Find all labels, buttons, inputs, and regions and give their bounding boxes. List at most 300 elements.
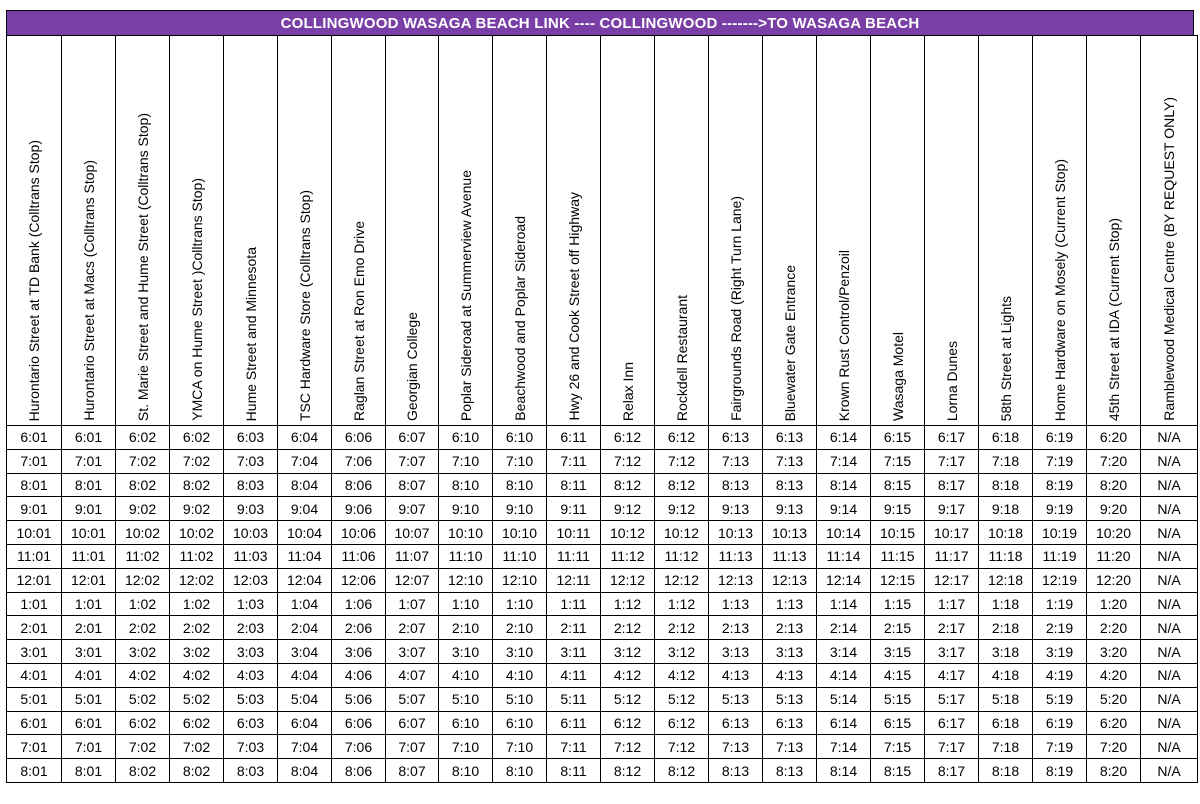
stop-header-9 <box>439 36 493 426</box>
time-cell: 8:15 <box>871 759 925 783</box>
time-cell: 5:12 <box>601 687 655 711</box>
time-cell: 12:20 <box>1087 568 1141 592</box>
time-cell: 1:15 <box>871 592 925 616</box>
stop-header-16 <box>817 36 871 426</box>
time-cell: 4:04 <box>278 663 332 687</box>
time-cell: 9:12 <box>655 497 709 521</box>
time-cell: 6:20 <box>1087 426 1141 450</box>
time-cell: 10:13 <box>709 521 763 545</box>
time-cell: 3:14 <box>817 640 871 664</box>
time-cell: 6:01 <box>7 711 62 735</box>
stop-name: Wasaga Motel <box>889 332 906 421</box>
stop-name: 58th Street at Lights <box>997 295 1014 421</box>
time-cell: 7:06 <box>332 449 386 473</box>
time-cell: 9:15 <box>871 497 925 521</box>
stop-header-13 <box>655 36 709 426</box>
time-cell: 5:12 <box>655 687 709 711</box>
time-cell: 6:12 <box>601 426 655 450</box>
time-cell: 8:02 <box>116 759 170 783</box>
stop-header-12 <box>601 36 655 426</box>
time-cell: 10:12 <box>601 521 655 545</box>
stop-header-4 <box>170 36 224 426</box>
time-cell: 4:18 <box>979 663 1033 687</box>
table-row <box>7 663 1198 687</box>
time-cell: 7:02 <box>116 449 170 473</box>
time-cell: 7:12 <box>655 735 709 759</box>
time-cell: 10:18 <box>979 521 1033 545</box>
time-cell: 3:06 <box>332 640 386 664</box>
time-cell: 8:12 <box>601 759 655 783</box>
schedule-body <box>7 426 1198 783</box>
time-cell: N/A <box>1141 473 1198 497</box>
time-cell: 11:20 <box>1087 544 1141 568</box>
time-cell: 7:12 <box>655 449 709 473</box>
time-cell: 12:01 <box>62 568 116 592</box>
time-cell: 8:20 <box>1087 759 1141 783</box>
stop-header-1 <box>7 36 62 426</box>
time-cell: 9:06 <box>332 497 386 521</box>
time-cell: 1:18 <box>979 592 1033 616</box>
time-cell: 2:01 <box>62 616 116 640</box>
time-cell: 7:06 <box>332 735 386 759</box>
time-cell: 11:06 <box>332 544 386 568</box>
time-cell: 6:13 <box>763 711 817 735</box>
time-cell: 6:06 <box>332 711 386 735</box>
time-cell: 10:03 <box>224 521 278 545</box>
time-cell: 8:03 <box>224 473 278 497</box>
time-cell: 9:04 <box>278 497 332 521</box>
time-cell: 9:10 <box>439 497 493 521</box>
time-cell: 12:18 <box>979 568 1033 592</box>
time-cell: 6:14 <box>817 426 871 450</box>
stop-name: YMCA on Hume Street )Colltrans Stop) <box>188 178 205 421</box>
time-cell: 12:13 <box>763 568 817 592</box>
stop-header-row <box>7 36 1198 426</box>
time-cell: 2:10 <box>493 616 547 640</box>
time-cell: N/A <box>1141 640 1198 664</box>
time-cell: 2:12 <box>655 616 709 640</box>
time-cell: 5:02 <box>170 687 224 711</box>
time-cell: 8:02 <box>170 759 224 783</box>
time-cell: 1:13 <box>709 592 763 616</box>
time-cell: 10:20 <box>1087 521 1141 545</box>
time-cell: 4:13 <box>763 663 817 687</box>
time-cell: 2:15 <box>871 616 925 640</box>
time-cell: 2:10 <box>439 616 493 640</box>
time-cell: 1:20 <box>1087 592 1141 616</box>
time-cell: 3:07 <box>386 640 439 664</box>
time-cell: 5:10 <box>439 687 493 711</box>
time-cell: 7:15 <box>871 449 925 473</box>
time-cell: 7:10 <box>493 735 547 759</box>
stop-name: Ramblewood Medical Centre (BY REQUEST ONLY) <box>1161 97 1177 421</box>
stop-name: Bluewater Gate Entrance <box>781 264 798 421</box>
time-cell: 5:03 <box>224 687 278 711</box>
time-cell: 1:12 <box>655 592 709 616</box>
time-cell: 4:11 <box>547 663 601 687</box>
time-cell: 7:15 <box>871 735 925 759</box>
time-cell: 5:02 <box>116 687 170 711</box>
schedule-document <box>6 10 1194 783</box>
time-cell: 7:10 <box>493 449 547 473</box>
time-cell: 2:07 <box>386 616 439 640</box>
time-cell: 12:19 <box>1033 568 1087 592</box>
time-cell: 4:07 <box>386 663 439 687</box>
time-cell: 10:15 <box>871 521 925 545</box>
time-cell: 12:03 <box>224 568 278 592</box>
time-cell: 5:19 <box>1033 687 1087 711</box>
time-cell: 6:18 <box>979 426 1033 450</box>
time-cell: 12:14 <box>817 568 871 592</box>
time-cell: 8:02 <box>116 473 170 497</box>
time-cell: 7:03 <box>224 449 278 473</box>
time-cell: 9:01 <box>7 497 62 521</box>
time-cell: 7:20 <box>1087 735 1141 759</box>
table-row <box>7 592 1198 616</box>
time-cell: 6:12 <box>655 426 709 450</box>
time-cell: 4:17 <box>925 663 979 687</box>
time-cell: 7:13 <box>709 449 763 473</box>
time-cell: 6:13 <box>709 426 763 450</box>
time-cell: 8:12 <box>655 759 709 783</box>
table-row <box>7 711 1198 735</box>
time-cell: N/A <box>1141 592 1198 616</box>
stop-header-15 <box>763 36 817 426</box>
time-cell: 1:11 <box>547 592 601 616</box>
time-cell: 4:19 <box>1033 663 1087 687</box>
time-cell: 10:01 <box>7 521 62 545</box>
time-cell: 5:10 <box>493 687 547 711</box>
time-cell: 6:02 <box>170 426 224 450</box>
time-cell: 3:13 <box>763 640 817 664</box>
time-cell: 1:02 <box>170 592 224 616</box>
time-cell: 2:02 <box>116 616 170 640</box>
time-cell: 4:14 <box>817 663 871 687</box>
time-cell: 11:01 <box>62 544 116 568</box>
time-cell: 7:11 <box>547 735 601 759</box>
time-cell: 10:13 <box>763 521 817 545</box>
time-cell: 5:15 <box>871 687 925 711</box>
time-cell: 3:02 <box>116 640 170 664</box>
time-cell: 4:15 <box>871 663 925 687</box>
table-row <box>7 568 1198 592</box>
time-cell: 4:03 <box>224 663 278 687</box>
time-cell: 7:10 <box>439 449 493 473</box>
time-cell: 3:12 <box>601 640 655 664</box>
time-cell: 6:12 <box>655 711 709 735</box>
time-cell: 3:11 <box>547 640 601 664</box>
stop-name: Rockdell Restaurant <box>673 294 690 421</box>
stop-header-19 <box>979 36 1033 426</box>
time-cell: 1:13 <box>763 592 817 616</box>
time-cell: 6:06 <box>332 426 386 450</box>
time-cell: 6:13 <box>709 711 763 735</box>
time-cell: 6:14 <box>817 711 871 735</box>
time-cell: 2:14 <box>817 616 871 640</box>
time-cell: 3:04 <box>278 640 332 664</box>
time-cell: 11:10 <box>493 544 547 568</box>
time-cell: 6:19 <box>1033 711 1087 735</box>
time-cell: 7:02 <box>116 735 170 759</box>
time-cell: 6:01 <box>7 426 62 450</box>
time-cell: 7:01 <box>62 449 116 473</box>
time-cell: N/A <box>1141 735 1198 759</box>
time-cell: 4:12 <box>655 663 709 687</box>
time-cell: 3:03 <box>224 640 278 664</box>
time-cell: 12:13 <box>709 568 763 592</box>
time-cell: 11:17 <box>925 544 979 568</box>
stop-name: Relax Inn <box>619 361 636 421</box>
time-cell: 8:19 <box>1033 759 1087 783</box>
time-cell: N/A <box>1141 687 1198 711</box>
time-cell: 6:18 <box>979 711 1033 735</box>
time-cell: 11:04 <box>278 544 332 568</box>
time-cell: 6:10 <box>493 711 547 735</box>
time-cell: N/A <box>1141 759 1198 783</box>
time-cell: 8:14 <box>817 759 871 783</box>
time-cell: 6:13 <box>763 426 817 450</box>
time-cell: 10:12 <box>655 521 709 545</box>
time-cell: 12:10 <box>439 568 493 592</box>
time-cell: 10:19 <box>1033 521 1087 545</box>
time-cell: 7:01 <box>62 735 116 759</box>
time-cell: 8:14 <box>817 473 871 497</box>
time-cell: 9:13 <box>709 497 763 521</box>
stop-name: Fairgrounds Road (Right Turn Lane) <box>727 196 744 421</box>
time-cell: 8:03 <box>224 759 278 783</box>
stop-name: Poplar Sideroad at Summerview Avenue <box>457 169 474 421</box>
time-cell: 11:15 <box>871 544 925 568</box>
time-cell: 8:17 <box>925 473 979 497</box>
time-cell: 8:01 <box>62 759 116 783</box>
time-cell: 1:04 <box>278 592 332 616</box>
time-cell: 3:19 <box>1033 640 1087 664</box>
time-cell: 5:18 <box>979 687 1033 711</box>
stop-name: TSC Hardware Store (Colltrans Stop) <box>296 189 313 421</box>
time-cell: 6:11 <box>547 711 601 735</box>
time-cell: 1:10 <box>439 592 493 616</box>
stop-header-2 <box>62 36 116 426</box>
time-cell: 8:07 <box>386 759 439 783</box>
time-cell: 6:02 <box>116 711 170 735</box>
time-cell: 8:10 <box>439 759 493 783</box>
stop-name: Hwy 26 and Cook Street off Highway <box>565 192 582 421</box>
time-cell: N/A <box>1141 544 1198 568</box>
time-cell: 12:12 <box>601 568 655 592</box>
time-cell: 7:19 <box>1033 449 1087 473</box>
time-cell: 1:03 <box>224 592 278 616</box>
time-cell: 7:13 <box>763 735 817 759</box>
time-cell: 8:06 <box>332 759 386 783</box>
time-cell: 6:10 <box>439 426 493 450</box>
time-cell: N/A <box>1141 426 1198 450</box>
time-cell: 5:06 <box>332 687 386 711</box>
time-cell: N/A <box>1141 497 1198 521</box>
time-cell: 2:01 <box>7 616 62 640</box>
time-cell: 11:11 <box>547 544 601 568</box>
time-cell: 10:10 <box>439 521 493 545</box>
stop-name: Hurontario Street at Macs (Colltrans Stop) <box>80 160 97 421</box>
time-cell: 6:01 <box>62 711 116 735</box>
time-cell: 4:01 <box>62 663 116 687</box>
time-cell: 2:13 <box>709 616 763 640</box>
stop-name: Hume Street and Minnesota <box>242 246 259 421</box>
table-row <box>7 497 1198 521</box>
time-cell: 7:20 <box>1087 449 1141 473</box>
time-cell: 2:17 <box>925 616 979 640</box>
table-row <box>7 616 1198 640</box>
time-cell: 6:07 <box>386 711 439 735</box>
time-cell: 7:13 <box>709 735 763 759</box>
time-cell: 7:19 <box>1033 735 1087 759</box>
time-cell: 4:02 <box>170 663 224 687</box>
time-cell: 3:01 <box>62 640 116 664</box>
table-row <box>7 473 1198 497</box>
time-cell: 6:17 <box>925 426 979 450</box>
time-cell: 11:10 <box>439 544 493 568</box>
time-cell: 7:17 <box>925 735 979 759</box>
time-cell: 3:18 <box>979 640 1033 664</box>
stop-header-18 <box>925 36 979 426</box>
time-cell: N/A <box>1141 711 1198 735</box>
time-cell: 7:14 <box>817 449 871 473</box>
time-cell: 6:03 <box>224 426 278 450</box>
time-cell: 2:11 <box>547 616 601 640</box>
time-cell: 8:11 <box>547 759 601 783</box>
time-cell: 5:13 <box>709 687 763 711</box>
stop-header-20 <box>1033 36 1087 426</box>
time-cell: 1:14 <box>817 592 871 616</box>
time-cell: 12:02 <box>170 568 224 592</box>
time-cell: 10:02 <box>170 521 224 545</box>
time-cell: 6:15 <box>871 711 925 735</box>
time-cell: 7:14 <box>817 735 871 759</box>
time-cell: 9:18 <box>979 497 1033 521</box>
time-cell: 7:17 <box>925 449 979 473</box>
time-cell: 5:07 <box>386 687 439 711</box>
time-cell: 5:01 <box>7 687 62 711</box>
time-cell: 9:07 <box>386 497 439 521</box>
time-cell: 1:12 <box>601 592 655 616</box>
time-cell: 6:07 <box>386 426 439 450</box>
time-cell: 11:18 <box>979 544 1033 568</box>
time-cell: 10:11 <box>547 521 601 545</box>
time-cell: 9:12 <box>601 497 655 521</box>
time-cell: 2:04 <box>278 616 332 640</box>
time-cell: 7:04 <box>278 449 332 473</box>
stop-header-7 <box>332 36 386 426</box>
time-cell: 8:10 <box>493 759 547 783</box>
time-cell: N/A <box>1141 568 1198 592</box>
stop-header-10 <box>493 36 547 426</box>
stop-name: Hurontario Street at TD Bank (Colltrans Stop) <box>26 139 42 421</box>
time-cell: 9:19 <box>1033 497 1087 521</box>
time-cell: 12:06 <box>332 568 386 592</box>
time-cell: 1:10 <box>493 592 547 616</box>
time-cell: 8:07 <box>386 473 439 497</box>
time-cell: 10:02 <box>116 521 170 545</box>
stop-name: Lorna Dunes <box>943 340 960 421</box>
time-cell: 9:10 <box>493 497 547 521</box>
time-cell: 2:06 <box>332 616 386 640</box>
time-cell: 3:10 <box>439 640 493 664</box>
time-cell: 10:14 <box>817 521 871 545</box>
stop-name: Raglan Street at Ron Emo Drive <box>350 221 367 421</box>
time-cell: 10:07 <box>386 521 439 545</box>
time-cell: 6:01 <box>62 426 116 450</box>
time-cell: 5:17 <box>925 687 979 711</box>
time-cell: 12:10 <box>493 568 547 592</box>
time-cell: 7:10 <box>439 735 493 759</box>
time-cell: 6:15 <box>871 426 925 450</box>
time-cell: 4:10 <box>439 663 493 687</box>
time-cell: 9:02 <box>116 497 170 521</box>
time-cell: 8:01 <box>7 759 62 783</box>
time-cell: 7:07 <box>386 449 439 473</box>
time-cell: N/A <box>1141 449 1198 473</box>
stop-name: Beachwood and Poplar Sideroad <box>511 216 528 421</box>
time-cell: 11:13 <box>709 544 763 568</box>
time-cell: 8:13 <box>709 473 763 497</box>
table-row <box>7 426 1198 450</box>
time-cell: 1:06 <box>332 592 386 616</box>
table-row <box>7 449 1198 473</box>
time-cell: 8:06 <box>332 473 386 497</box>
time-cell: 8:18 <box>979 473 1033 497</box>
stop-header-22 <box>1141 36 1198 426</box>
schedule-table <box>6 35 1198 783</box>
time-cell: 6:10 <box>493 426 547 450</box>
stop-header-3 <box>116 36 170 426</box>
time-cell: 3:12 <box>655 640 709 664</box>
time-cell: 9:03 <box>224 497 278 521</box>
time-cell: 6:10 <box>439 711 493 735</box>
time-cell: 2:12 <box>601 616 655 640</box>
time-cell: 7:04 <box>278 735 332 759</box>
stop-header-21 <box>1087 36 1141 426</box>
time-cell: 3:13 <box>709 640 763 664</box>
time-cell: 12:07 <box>386 568 439 592</box>
time-cell: 12:15 <box>871 568 925 592</box>
time-cell: 5:20 <box>1087 687 1141 711</box>
time-cell: N/A <box>1141 663 1198 687</box>
time-cell: 12:11 <box>547 568 601 592</box>
time-cell: 9:17 <box>925 497 979 521</box>
time-cell: N/A <box>1141 521 1198 545</box>
time-cell: 8:15 <box>871 473 925 497</box>
time-cell: 2:20 <box>1087 616 1141 640</box>
time-cell: 4:10 <box>493 663 547 687</box>
time-cell: 7:18 <box>979 735 1033 759</box>
time-cell: 2:19 <box>1033 616 1087 640</box>
table-row <box>7 687 1198 711</box>
stop-header-17 <box>871 36 925 426</box>
time-cell: 9:02 <box>170 497 224 521</box>
schedule-title: COLLINGWOOD WASAGA BEACH LINK ---- COLLINGWOOD ------->TO WASAGA BEACH <box>6 10 1194 35</box>
time-cell: 1:07 <box>386 592 439 616</box>
time-cell: N/A <box>1141 616 1198 640</box>
time-cell: 7:12 <box>601 449 655 473</box>
time-cell: 3:17 <box>925 640 979 664</box>
time-cell: 3:10 <box>493 640 547 664</box>
time-cell: 8:11 <box>547 473 601 497</box>
time-cell: 8:10 <box>493 473 547 497</box>
time-cell: 6:20 <box>1087 711 1141 735</box>
time-cell: 4:01 <box>7 663 62 687</box>
time-cell: 7:03 <box>224 735 278 759</box>
time-cell: 8:13 <box>709 759 763 783</box>
time-cell: 10:01 <box>62 521 116 545</box>
